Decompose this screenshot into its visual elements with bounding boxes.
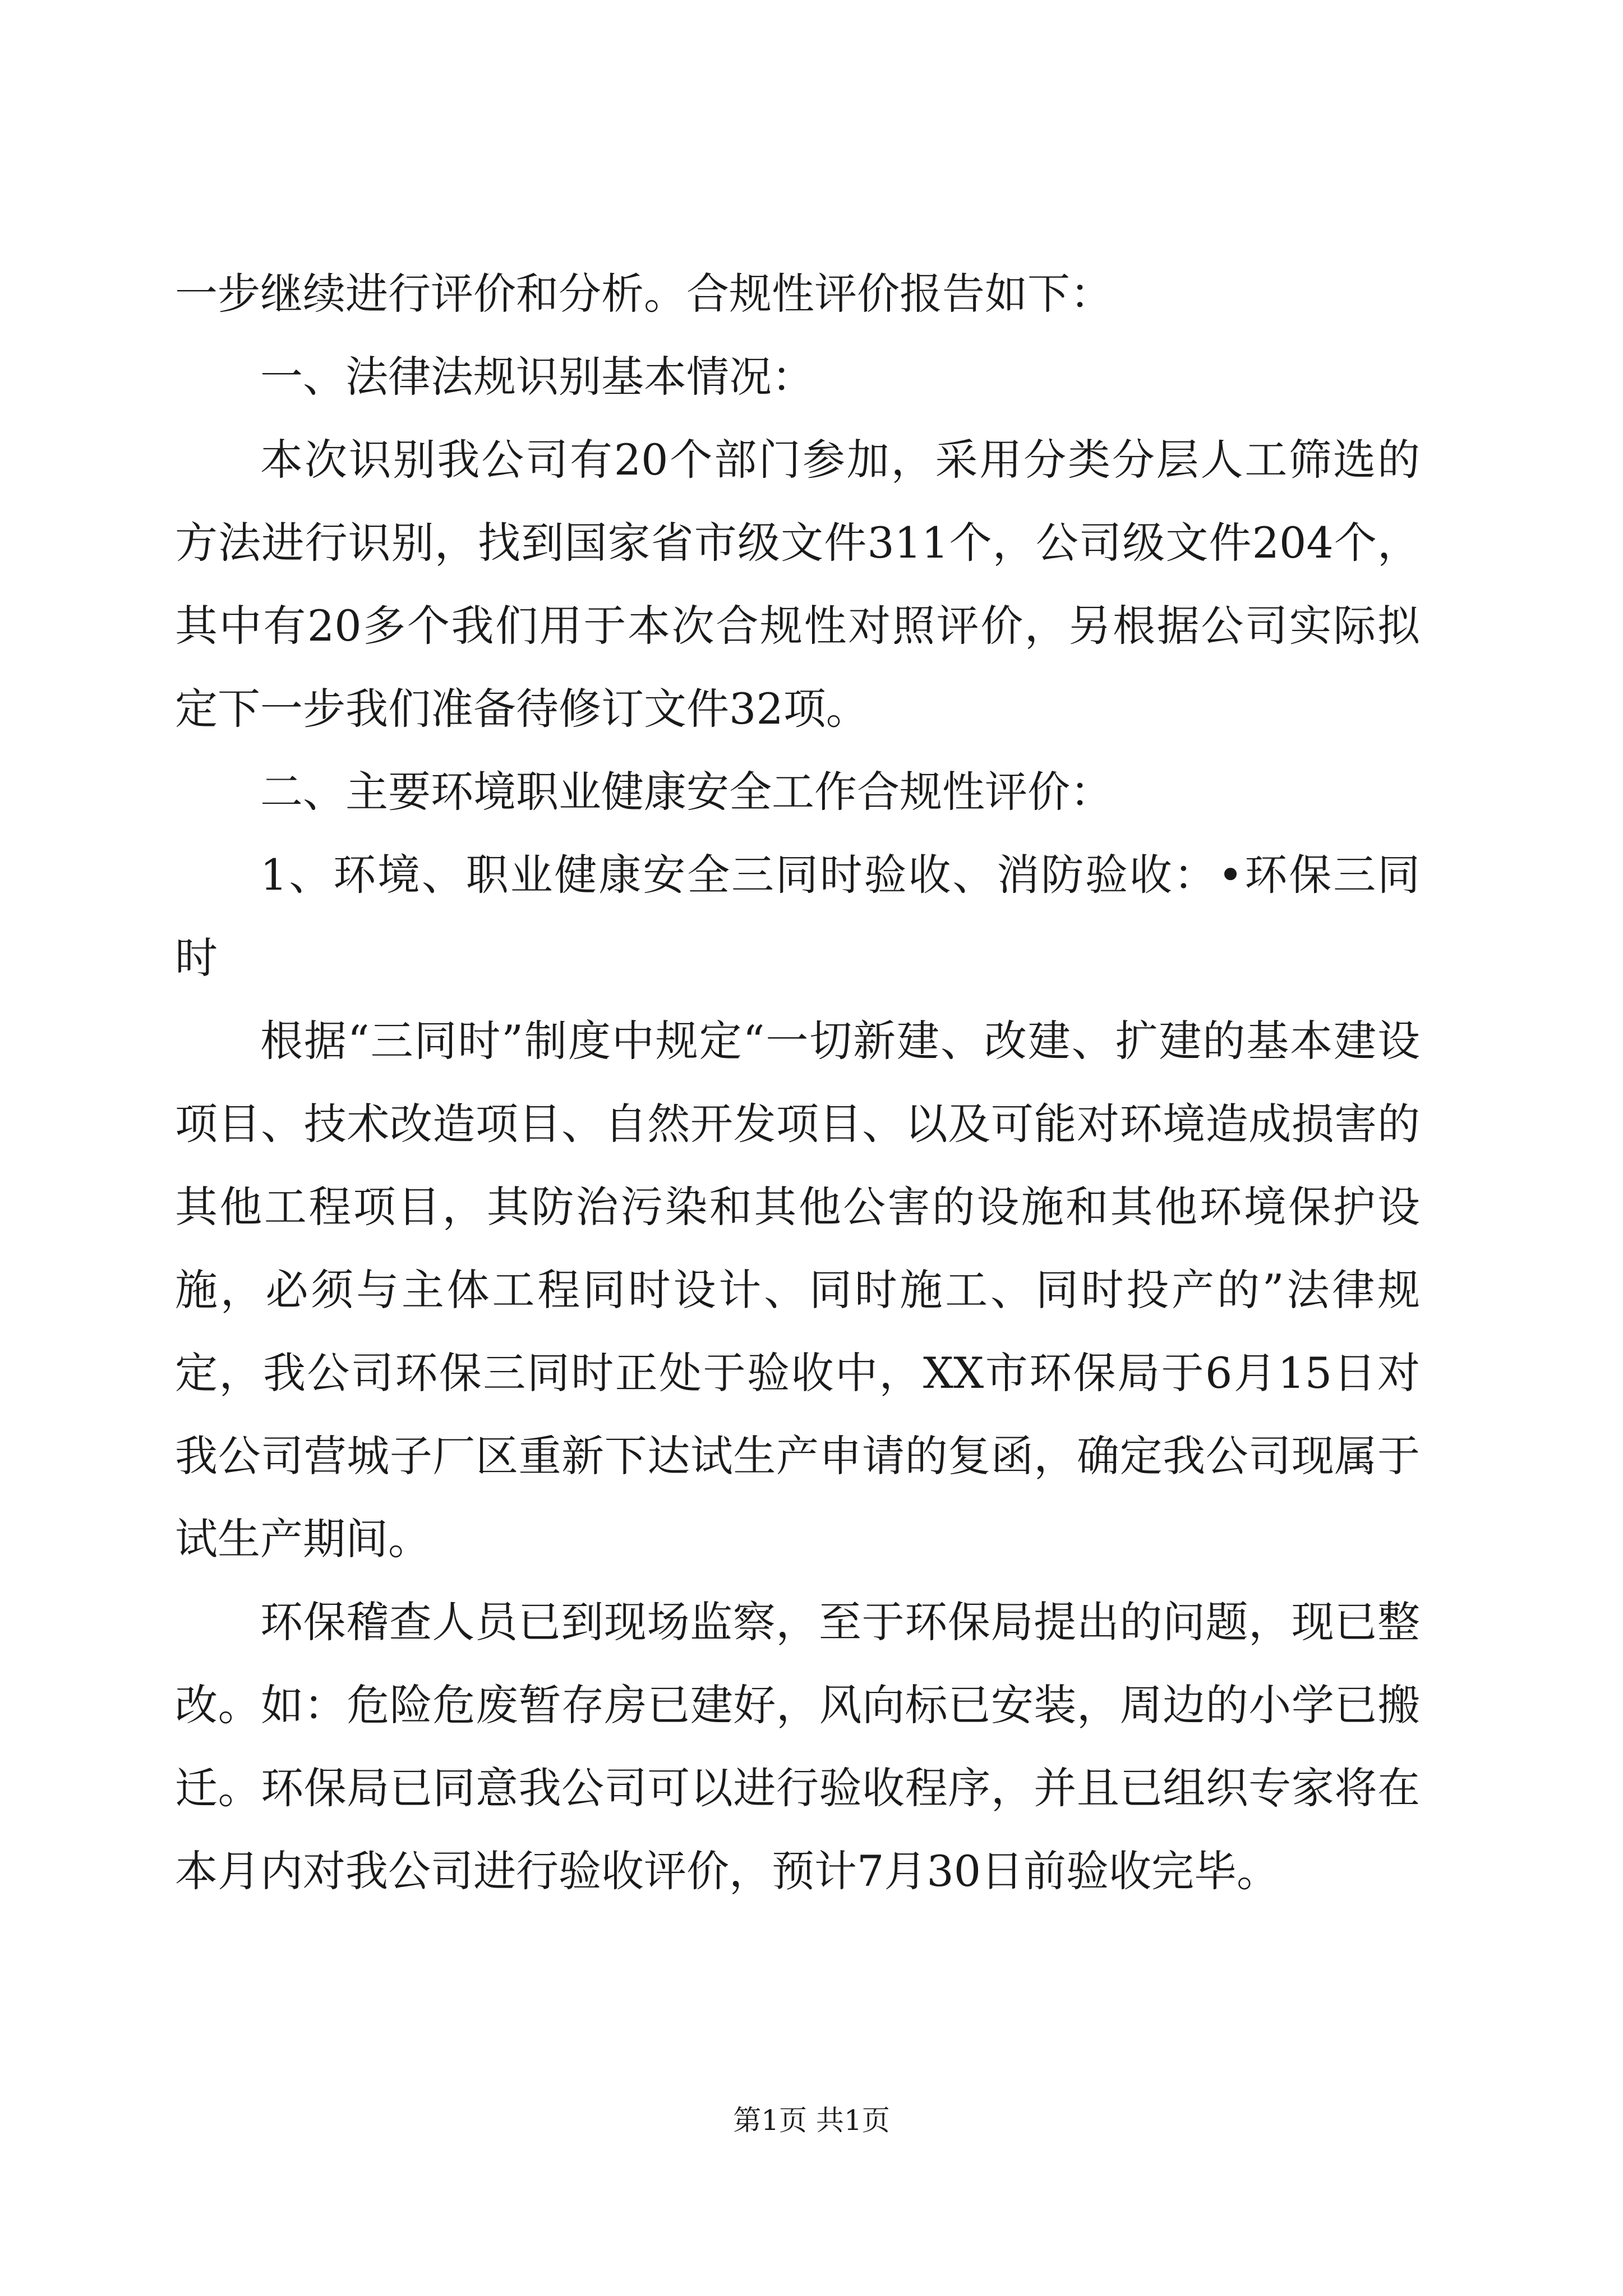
paragraph-inspection: 环保稽查人员已到现场监察，至于环保局提出的问题，现已整改。如：危险危废暂存房已建好，风向标已安装，周边的小学已搬迁。环保局已同意我公司可以进行验收程序，并且已组织专家将在本月内对我公司进行验收评价，预计7月30日前验收完毕。	[175, 1597, 1420, 1896]
paragraph-intro: 一步继续进行评价和分析。合规性评价报告如下：	[175, 269, 1113, 319]
heading-section-2: 二、主要环境职业健康安全工作合规性评价：	[260, 767, 1113, 817]
paragraph-identification: 本次识别我公司有20个部门参加，采用分类分层人工筛选的方法进行识别，找到国家省市级文件311个，公司级文件204个，其中有20多个我们用于本次合规性对照评价，另根据公司实际拟定下一步我们准备待修订文件32项。	[175, 435, 1420, 734]
document-body	[175, 252, 1420, 1913]
subheading-item-1: 1、环境、职业健康安全三同时验收、消防验收：•环保三同时	[175, 850, 1420, 983]
heading-section-1: 一、法律法规识别基本情况：	[260, 352, 814, 402]
paragraph-three-simultaneous: 根据“三同时”制度中规定“一切新建、改建、扩建的基本建设项目、技术改造项目、自然开发项目、以及可能对环境造成损害的其他工程项目，其防治污染和其他公害的设施和其他环境保护设施，必须与主体工程同时设计、同时施工、同时投产的”法律规定，我公司环保三同时正处于验收中，XX市环保局于6月15日对我公司营城子厂区重新下达试生产申请的复函，确定我公司现属于试生产期间。	[175, 1016, 1420, 1564]
page-footer: 第1页 共1页	[733, 2104, 890, 2137]
